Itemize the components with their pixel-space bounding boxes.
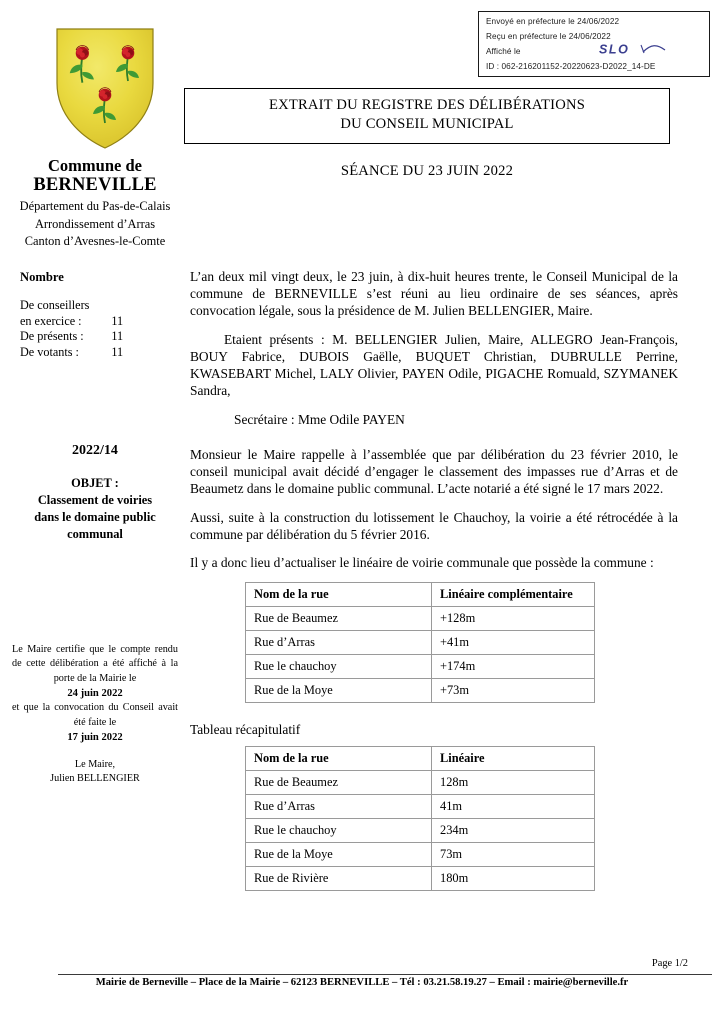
stamp-id-line: ID : 062-216201152-20220623-D2022_14-DE <box>486 62 656 72</box>
signature-slo-icon <box>597 41 683 57</box>
seance-date-line: SÉANCE DU 23 JUIN 2022 <box>340 163 514 179</box>
certification-paragraph-2: et que la convocation du Conseil avait été faite le <box>12 702 178 728</box>
commune-canton: Canton d’Avesnes-le-Comte <box>24 234 166 249</box>
objet-text-line-3: communal <box>67 527 123 542</box>
cell-street-name: Rue de Rivière <box>246 867 432 891</box>
nombre-heading: Nombre <box>20 270 64 284</box>
cell-street-name: Rue de Beaumez <box>246 607 432 631</box>
cell-length: +174m <box>432 655 595 679</box>
nombre-value: 11 <box>111 313 124 328</box>
cell-length: 41m <box>432 795 595 819</box>
nombre-label: De présents : <box>20 329 84 344</box>
table-row <box>246 771 595 795</box>
mayor-signature-label: Le Maire, <box>74 759 116 771</box>
table-row <box>20 314 123 330</box>
table-row <box>20 329 123 345</box>
cell-length: 234m <box>432 819 595 843</box>
nombre-value <box>89 298 123 314</box>
body-paragraph-2: Aussi, suite à la construction du lotissement le Chauchoy, la voirie a été rétrocédée à la commune par délibération du 5 février 2016. <box>190 510 678 543</box>
table-row <box>246 819 595 843</box>
footer-contact-line: Mairie de Berneville – Place de la Mairie – 62123 BERNEVILLE – Tél : 03.21.58.19.27 – Email : mairie@berneville.fr <box>95 977 629 988</box>
cell-street-name: Rue le chauchoy <box>246 655 432 679</box>
nombre-label: De votants : <box>20 344 79 359</box>
table-row <box>20 298 123 314</box>
cell-street-name: Rue d’Arras <box>246 795 432 819</box>
cell-street-name: Rue de Beaumez <box>246 771 432 795</box>
nombre-label: en exercice : <box>20 313 82 328</box>
body-attendees-paragraph: Etaient présents : M. BELLENGIER Julien, Maire, ALLEGRO Jean-François, BOUY Fabrice, DUBOIS Gaëlle, BUQUET Christian, DUBRULLE Perrine, KWASEBART Michel, LALY Olivier, PAYEN Odile, PIGACHE Romuald, SZYMANEK Sandra, <box>190 332 678 399</box>
cell-street-name: Rue de la Moye <box>246 843 432 867</box>
nombre-table <box>20 298 123 360</box>
table-lineaire-complementaire <box>245 582 595 703</box>
commune-department: Département du Pas-de-Calais <box>19 199 171 214</box>
prefecture-stamp-box <box>478 11 710 77</box>
mayor-signature-name: Julien BELLENGIER <box>50 773 140 785</box>
commune-arrondissement: Arrondissement d’Arras <box>34 216 156 231</box>
cell-length: +41m <box>432 631 595 655</box>
nombre-value: 11 <box>111 344 124 359</box>
column-header-street: Nom de la rue <box>246 583 432 607</box>
certification-paragraph-1: Le Maire certifie que le compte rendu de cette délibération a été affiché à la porte de la Mairie le <box>12 644 178 684</box>
table-row <box>246 867 595 891</box>
svg-text:SLO: SLO <box>599 42 630 57</box>
certification-block <box>0 643 190 786</box>
objet-block <box>0 443 190 543</box>
objet-text-line-1: Classement de voiries <box>37 493 153 508</box>
document-title-line-1: EXTRAIT DU REGISTRE DES DÉLIBÉRATIONS <box>268 97 586 113</box>
document-title-line-2: DU CONSEIL MUNICIPAL <box>340 116 514 133</box>
table-row <box>246 795 595 819</box>
commune-heading <box>0 156 190 250</box>
table-row <box>246 607 595 631</box>
body-secretary-line: Secrétaire : Mme Odile PAYEN <box>234 412 405 428</box>
table-header-row <box>246 747 595 771</box>
certification-convocation-date: 17 juin 2022 <box>67 732 123 744</box>
body-paragraph-3: Il y a donc lieu d’actualiser le linéaire de voirie communale que possède la commune : <box>190 555 654 571</box>
commune-name: BERNEVILLE <box>33 175 157 196</box>
recap-table-label: Tableau récapitulatif <box>190 722 301 738</box>
cell-street-name: Rue d’Arras <box>246 631 432 655</box>
document-title-box <box>184 88 670 144</box>
page-number: Page 1/2 <box>651 958 688 969</box>
document-body <box>190 268 678 891</box>
stamp-received-line: Reçu en préfecture le 24/06/2022 <box>486 32 611 42</box>
nombre-value: 11 <box>111 329 124 344</box>
nombre-block <box>0 270 210 360</box>
table-row <box>246 679 595 703</box>
commune-prefix: Commune de <box>48 156 142 175</box>
column-header-length: Linéaire complémentaire <box>432 583 595 607</box>
cell-street-name: Rue le chauchoy <box>246 819 432 843</box>
table-lineaire-recapitulatif <box>245 746 595 891</box>
cell-street-name: Rue de la Moye <box>246 679 432 703</box>
nombre-label: De conseillers <box>20 298 90 312</box>
certification-posting-date: 24 juin 2022 <box>67 688 123 700</box>
table-header-row <box>246 583 595 607</box>
cell-length: 73m <box>432 843 595 867</box>
column-header-length: Linéaire <box>432 747 595 771</box>
column-header-street: Nom de la rue <box>246 747 432 771</box>
stamp-posted-line: Affiché le <box>486 47 521 57</box>
deliberation-reference: 2022/14 <box>72 443 118 458</box>
table-row <box>20 345 123 361</box>
objet-label: OBJET : <box>71 476 119 490</box>
table-row <box>246 631 595 655</box>
table-row <box>246 843 595 867</box>
coat-of-arms-shield-icon <box>54 27 156 151</box>
footer-divider <box>58 974 712 975</box>
cell-length: +128m <box>432 607 595 631</box>
cell-length: 128m <box>432 771 595 795</box>
table-row <box>246 655 595 679</box>
body-paragraph-1: Monsieur le Maire rappelle à l’assemblée que par délibération du 23 février 2010, le conseil municipal avait décidé d’engager le classement des impasses rue d’Arras et de Beaumetz dans le domaine public communal. L’acte notarié a été signé le 17 mars 2022. <box>190 447 678 497</box>
body-opening-paragraph: L’an deux mil vingt deux, le 23 juin, à dix-huit heures trente, le Conseil Municipal de la commune de BERNEVILLE s’est réuni au lieu ordinaire de ses séances, après convocation légale, sous la présidence de M. Julien BELLENGIER, Maire. <box>190 269 678 319</box>
stamp-sent-line: Envoyé en préfecture le 24/06/2022 <box>486 17 620 26</box>
cell-length: 180m <box>432 867 595 891</box>
objet-text-line-2: dans le domaine public <box>34 510 156 525</box>
cell-length: +73m <box>432 679 595 703</box>
